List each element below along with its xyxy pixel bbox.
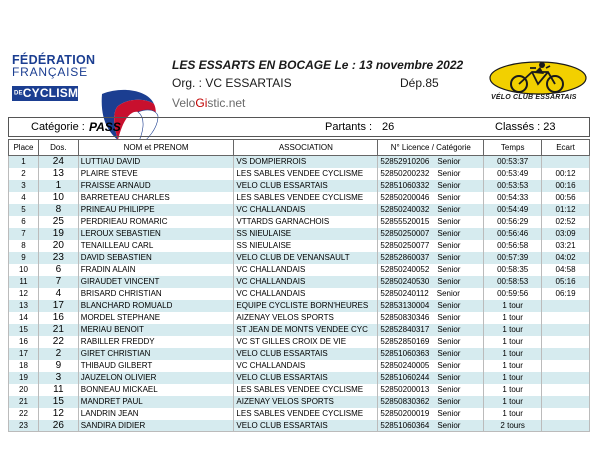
cell-time: 1 tour: [484, 372, 542, 384]
cell-rider-name: MORDEL STEPHANE: [78, 312, 234, 324]
licence-number: 52851060332: [380, 181, 430, 190]
licence-category: Senior: [437, 313, 461, 322]
cell-time: 00:58:35: [484, 264, 542, 276]
cell-place: 11: [9, 276, 39, 288]
cell-gap: [542, 396, 590, 408]
column-header-dos: Dos.: [38, 140, 78, 156]
federation-de-prefix: DE: [14, 90, 23, 97]
table-row: [9, 240, 590, 252]
table-row: [9, 264, 590, 276]
federation-line-2: FRANÇAISE: [12, 65, 88, 79]
cell-place: 15: [9, 324, 39, 336]
cell-rider-name: BRISARD CHRISTIAN: [78, 288, 234, 300]
cell-place: 18: [9, 360, 39, 372]
licence-number: 52850830362: [380, 397, 430, 406]
cell-rider-name: FRAISSE ARNAUD: [78, 180, 234, 192]
event-title: LES ESSARTS EN BOCAGE Le : 13 novembre 2022: [172, 58, 464, 72]
licence-number: 52850200013: [380, 385, 430, 394]
licence-category: Senior: [437, 253, 461, 262]
table-row: [9, 156, 590, 168]
cell-place: 14: [9, 312, 39, 324]
licence-number: 52850200019: [380, 409, 430, 418]
cell-time: 1 tour: [484, 408, 542, 420]
cell-gap: 01:12: [542, 204, 590, 216]
cell-licence: [378, 336, 484, 348]
cell-licence: [378, 204, 484, 216]
cell-time: 1 tour: [484, 324, 542, 336]
cell-gap: 04:58: [542, 264, 590, 276]
cell-time: 00:56:29: [484, 216, 542, 228]
cell-gap: [542, 336, 590, 348]
licence-number: 52851060244: [380, 373, 430, 382]
cell-rider-name: LEROUX SEBASTIEN: [78, 228, 234, 240]
cell-dossard: 3: [38, 372, 78, 384]
cell-gap: [542, 156, 590, 168]
licence-number: 52850250007: [380, 229, 430, 238]
cell-place: 3: [9, 180, 39, 192]
cell-association: VC CHALLANDAIS: [234, 276, 378, 288]
licence-number: 52850240530: [380, 277, 430, 286]
licence-category: Senior: [437, 229, 461, 238]
cell-place: 5: [9, 204, 39, 216]
licence-number: 52850240112: [380, 289, 429, 298]
table-row: [9, 408, 590, 420]
cell-association: VELO CLUB ESSARTAIS: [234, 420, 378, 432]
cell-association: LES SABLES VENDEE CYCLISME: [234, 408, 378, 420]
cell-association: AIZENAY VELOS SPORTS: [234, 396, 378, 408]
column-header-time: Temps: [484, 140, 542, 156]
table-row: [9, 372, 590, 384]
column-header-name: NOM et PRENOM: [78, 140, 234, 156]
table-row: [9, 204, 590, 216]
cell-licence: [378, 180, 484, 192]
cell-association: VELO CLUB ESSARTAIS: [234, 180, 378, 192]
cell-licence: [378, 384, 484, 396]
licence-number: 52852860037: [380, 253, 430, 262]
table-row: [9, 312, 590, 324]
licence-category: Senior: [437, 409, 461, 418]
cell-gap: 00:12: [542, 168, 590, 180]
cell-association: ST JEAN DE MONTS VENDEE CYC: [234, 324, 378, 336]
cell-gap: 03:21: [542, 240, 590, 252]
cell-licence: [378, 324, 484, 336]
cell-rider-name: BONNEAU MICKAEL: [78, 384, 234, 396]
table-row: [9, 276, 590, 288]
licence-category: Senior: [437, 373, 461, 382]
federation-line-3: CYCLISME: [22, 86, 87, 100]
velogistic-part-3: stic.net: [207, 96, 246, 110]
cell-rider-name: RABILLER FREDDY: [78, 336, 234, 348]
classes-label: Classés : 23: [495, 121, 556, 133]
velogistic-link[interactable]: [172, 96, 245, 110]
cell-time: 1 tour: [484, 360, 542, 372]
table-row: [9, 396, 590, 408]
table-row: [9, 168, 590, 180]
cell-dossard: 13: [38, 168, 78, 180]
cell-gap: 03:09: [542, 228, 590, 240]
cell-dossard: 8: [38, 204, 78, 216]
cell-place: 7: [9, 228, 39, 240]
cell-dossard: 15: [38, 396, 78, 408]
cell-licence: [378, 288, 484, 300]
table-row: [9, 384, 590, 396]
cell-time: 00:59:56: [484, 288, 542, 300]
cell-gap: [542, 420, 590, 432]
cell-place: 13: [9, 300, 39, 312]
cell-dossard: 17: [38, 300, 78, 312]
partants-label: Partants :: [325, 121, 373, 133]
licence-number: 52850240005: [380, 361, 430, 370]
cell-time: 00:58:53: [484, 276, 542, 288]
cell-gap: 06:19: [542, 288, 590, 300]
cell-licence: [378, 156, 484, 168]
cell-association: VELO CLUB DE VENANSAULT: [234, 252, 378, 264]
cell-licence: [378, 360, 484, 372]
cell-association: LES SABLES VENDEE CYCLISME: [234, 384, 378, 396]
cell-place: 21: [9, 396, 39, 408]
licence-category: Senior: [437, 361, 461, 370]
licence-category: Senior: [437, 205, 461, 214]
cell-association: VC CHALLANDAIS: [234, 204, 378, 216]
cell-rider-name: TENAILLEAU CARL: [78, 240, 234, 252]
cell-time: 00:54:49: [484, 204, 542, 216]
licence-category: Senior: [437, 157, 461, 167]
cell-time: 00:53:37: [484, 156, 542, 168]
cell-licence: [378, 312, 484, 324]
event-organizer: Org. : VC ESSARTAIS: [172, 76, 292, 90]
event-department: Dép.85: [400, 76, 439, 90]
cell-time: 00:54:33: [484, 192, 542, 204]
cell-dossard: 23: [38, 252, 78, 264]
category-bar: [8, 117, 590, 137]
table-row: [9, 288, 590, 300]
licence-number: 52850240032: [380, 205, 430, 214]
column-header-licence: N° Licence / Catégorie: [378, 140, 484, 156]
table-row: [9, 420, 590, 432]
column-header-gap: Ecart: [542, 140, 590, 156]
cell-association: VC CHALLANDAIS: [234, 360, 378, 372]
cell-time: 00:56:58: [484, 240, 542, 252]
table-row: [9, 336, 590, 348]
cell-licence: [378, 372, 484, 384]
licence-category: Senior: [436, 289, 460, 298]
licence-category: Senior: [437, 265, 461, 274]
licence-category: Senior: [437, 169, 461, 178]
cell-place: 16: [9, 336, 39, 348]
cell-time: 1 tour: [484, 312, 542, 324]
table-header-row: [9, 140, 590, 156]
cell-dossard: 2: [38, 348, 78, 360]
cell-time: 1 tour: [484, 384, 542, 396]
cell-gap: 05:16: [542, 276, 590, 288]
cell-licence: [378, 348, 484, 360]
table-row: [9, 252, 590, 264]
licence-number: 52852910206: [380, 157, 430, 167]
cell-licence: [378, 264, 484, 276]
cell-licence: [378, 192, 484, 204]
club-logo-text: VÉLO CLUB ESSARTAIS: [491, 94, 577, 101]
cell-rider-name: PERDRIEAU ROMARIC: [78, 216, 234, 228]
cell-time: 00:53:49: [484, 168, 542, 180]
cell-rider-name: FRADIN ALAIN: [78, 264, 234, 276]
table-row: [9, 324, 590, 336]
licence-number: 52853130004: [380, 301, 430, 310]
cell-rider-name: LUTTIAU DAVID: [78, 156, 234, 168]
cell-place: 22: [9, 408, 39, 420]
licence-category: Senior: [437, 397, 461, 406]
cell-rider-name: MANDRET PAUL: [78, 396, 234, 408]
table-row: [9, 228, 590, 240]
cell-gap: [542, 300, 590, 312]
table-row: [9, 348, 590, 360]
licence-category: Senior: [437, 385, 461, 394]
cell-gap: [542, 348, 590, 360]
licence-number: 52855520015: [380, 217, 430, 226]
cell-dossard: 25: [38, 216, 78, 228]
cell-association: VS DOMPIERROIS: [234, 156, 378, 168]
cell-time: 00:57:39: [484, 252, 542, 264]
cell-association: SS NIEULAISE: [234, 240, 378, 252]
results-table: [8, 139, 590, 432]
cell-dossard: 20: [38, 240, 78, 252]
cell-licence: [378, 396, 484, 408]
licence-number: 52850200232: [380, 169, 430, 178]
licence-category: Senior: [437, 241, 461, 250]
licence-category: Senior: [437, 420, 461, 430]
cell-rider-name: GIRAUDET VINCENT: [78, 276, 234, 288]
cell-rider-name: GIRET CHRISTIAN: [78, 348, 234, 360]
licence-category: Senior: [437, 181, 461, 190]
cell-rider-name: LANDRIN JEAN: [78, 408, 234, 420]
cell-place: 19: [9, 372, 39, 384]
cell-dossard: 26: [38, 420, 78, 432]
table-row: [9, 180, 590, 192]
cell-place: 1: [9, 156, 39, 168]
cell-association: AIZENAY VELOS SPORTS: [234, 312, 378, 324]
licence-category: Senior: [437, 349, 461, 358]
licence-number: 52851060364: [380, 420, 430, 430]
cell-gap: [542, 372, 590, 384]
results-body: [9, 156, 590, 432]
licence-category: Senior: [437, 277, 461, 286]
velogistic-part-2: Gi: [195, 96, 208, 110]
cell-licence: [378, 228, 484, 240]
cell-licence: [378, 240, 484, 252]
cell-association: EQUIPE CYCLISTE BORN'HEURES: [234, 300, 378, 312]
federation-wordmark: [12, 54, 95, 78]
cell-gap: [542, 360, 590, 372]
cell-place: 4: [9, 192, 39, 204]
cell-rider-name: BARRETEAU CHARLES: [78, 192, 234, 204]
cell-gap: 00:16: [542, 180, 590, 192]
cell-rider-name: PLAIRE STEVE: [78, 168, 234, 180]
partants-value: 26: [382, 121, 395, 133]
table-row: [9, 192, 590, 204]
licence-category: Senior: [437, 301, 461, 310]
cell-dossard: 22: [38, 336, 78, 348]
cell-place: 2: [9, 168, 39, 180]
cell-association: LES SABLES VENDEE CYCLISME: [234, 168, 378, 180]
cell-licence: [378, 252, 484, 264]
cell-licence: [378, 276, 484, 288]
cell-time: 00:53:53: [484, 180, 542, 192]
cell-association: LES SABLES VENDEE CYCLISME: [234, 192, 378, 204]
cell-place: 10: [9, 264, 39, 276]
cell-place: 23: [9, 420, 39, 432]
cell-rider-name: THIBAUD GILBERT: [78, 360, 234, 372]
licence-number: 52852840317: [380, 325, 430, 334]
cell-rider-name: JAUZELON OLIVIER: [78, 372, 234, 384]
cell-rider-name: MERIAU BENOIT: [78, 324, 234, 336]
cell-licence: [378, 408, 484, 420]
cell-association: VC CHALLANDAIS: [234, 288, 378, 300]
cell-gap: 00:56: [542, 192, 590, 204]
cell-dossard: 11: [38, 384, 78, 396]
cell-gap: [542, 324, 590, 336]
cell-dossard: 16: [38, 312, 78, 324]
licence-category: Senior: [437, 325, 461, 334]
cell-dossard: 12: [38, 408, 78, 420]
cell-dossard: 21: [38, 324, 78, 336]
cell-gap: [542, 312, 590, 324]
licence-number: 52850240052: [380, 265, 430, 274]
cell-gap: [542, 408, 590, 420]
cell-association: SS NIEULAISE: [234, 228, 378, 240]
cell-time: 2 tours: [484, 420, 542, 432]
cell-licence: [378, 420, 484, 432]
cell-association: VELO CLUB ESSARTAIS: [234, 348, 378, 360]
table-row: [9, 360, 590, 372]
cell-association: VELO CLUB ESSARTAIS: [234, 372, 378, 384]
cell-place: 12: [9, 288, 39, 300]
cell-dossard: 24: [38, 156, 78, 168]
cell-place: 20: [9, 384, 39, 396]
cell-rider-name: SANDIRA DIDIER: [78, 420, 234, 432]
cell-licence: [378, 300, 484, 312]
cell-time: 1 tour: [484, 300, 542, 312]
cell-dossard: 4: [38, 288, 78, 300]
cell-place: 6: [9, 216, 39, 228]
table-row: [9, 300, 590, 312]
column-header-club: ASSOCIATION: [234, 140, 378, 156]
cell-place: 9: [9, 252, 39, 264]
cell-association: VC ST GILLES CROIX DE VIE: [234, 336, 378, 348]
cell-licence: [378, 216, 484, 228]
cell-rider-name: PRINEAU PHILIPPE: [78, 204, 234, 216]
licence-number: 52850830346: [380, 313, 430, 322]
cell-place: 17: [9, 348, 39, 360]
cell-time: 00:56:46: [484, 228, 542, 240]
licence-number: 52851060363: [380, 349, 430, 358]
velogistic-part-1: Velo: [172, 96, 196, 110]
federation-cyclisme-bar: [12, 86, 87, 101]
licence-number: 52852850169: [380, 337, 430, 346]
licence-number: 52850250077: [380, 241, 430, 250]
cell-gap: 04:02: [542, 252, 590, 264]
cell-dossard: 9: [38, 360, 78, 372]
cell-place: 8: [9, 240, 39, 252]
cell-dossard: 19: [38, 228, 78, 240]
column-header-place: Place: [9, 140, 39, 156]
cell-gap: 02:52: [542, 216, 590, 228]
cell-rider-name: BLANCHARD ROMUALD: [78, 300, 234, 312]
cell-gap: [542, 384, 590, 396]
cell-rider-name: DAVID SEBASTIEN: [78, 252, 234, 264]
cell-association: VC CHALLANDAIS: [234, 264, 378, 276]
federation-line-1: FÉDÉRATION: [12, 53, 96, 67]
licence-category: Senior: [437, 193, 461, 202]
licence-number: 52850200046: [380, 193, 430, 202]
category-label: Catégorie :: [31, 121, 85, 133]
cell-time: 1 tour: [484, 396, 542, 408]
cell-dossard: 1: [38, 180, 78, 192]
cell-time: 1 tour: [484, 336, 542, 348]
licence-category: Senior: [437, 337, 461, 346]
cell-time: 1 tour: [484, 348, 542, 360]
cell-dossard: 10: [38, 192, 78, 204]
licence-category: Senior: [437, 217, 461, 226]
table-row: [9, 216, 590, 228]
cell-licence: [378, 168, 484, 180]
cell-dossard: 7: [38, 276, 78, 288]
category-value: PASS: [89, 120, 121, 134]
cell-association: VTTARDS GARNACHOIS: [234, 216, 378, 228]
cell-dossard: 6: [38, 264, 78, 276]
